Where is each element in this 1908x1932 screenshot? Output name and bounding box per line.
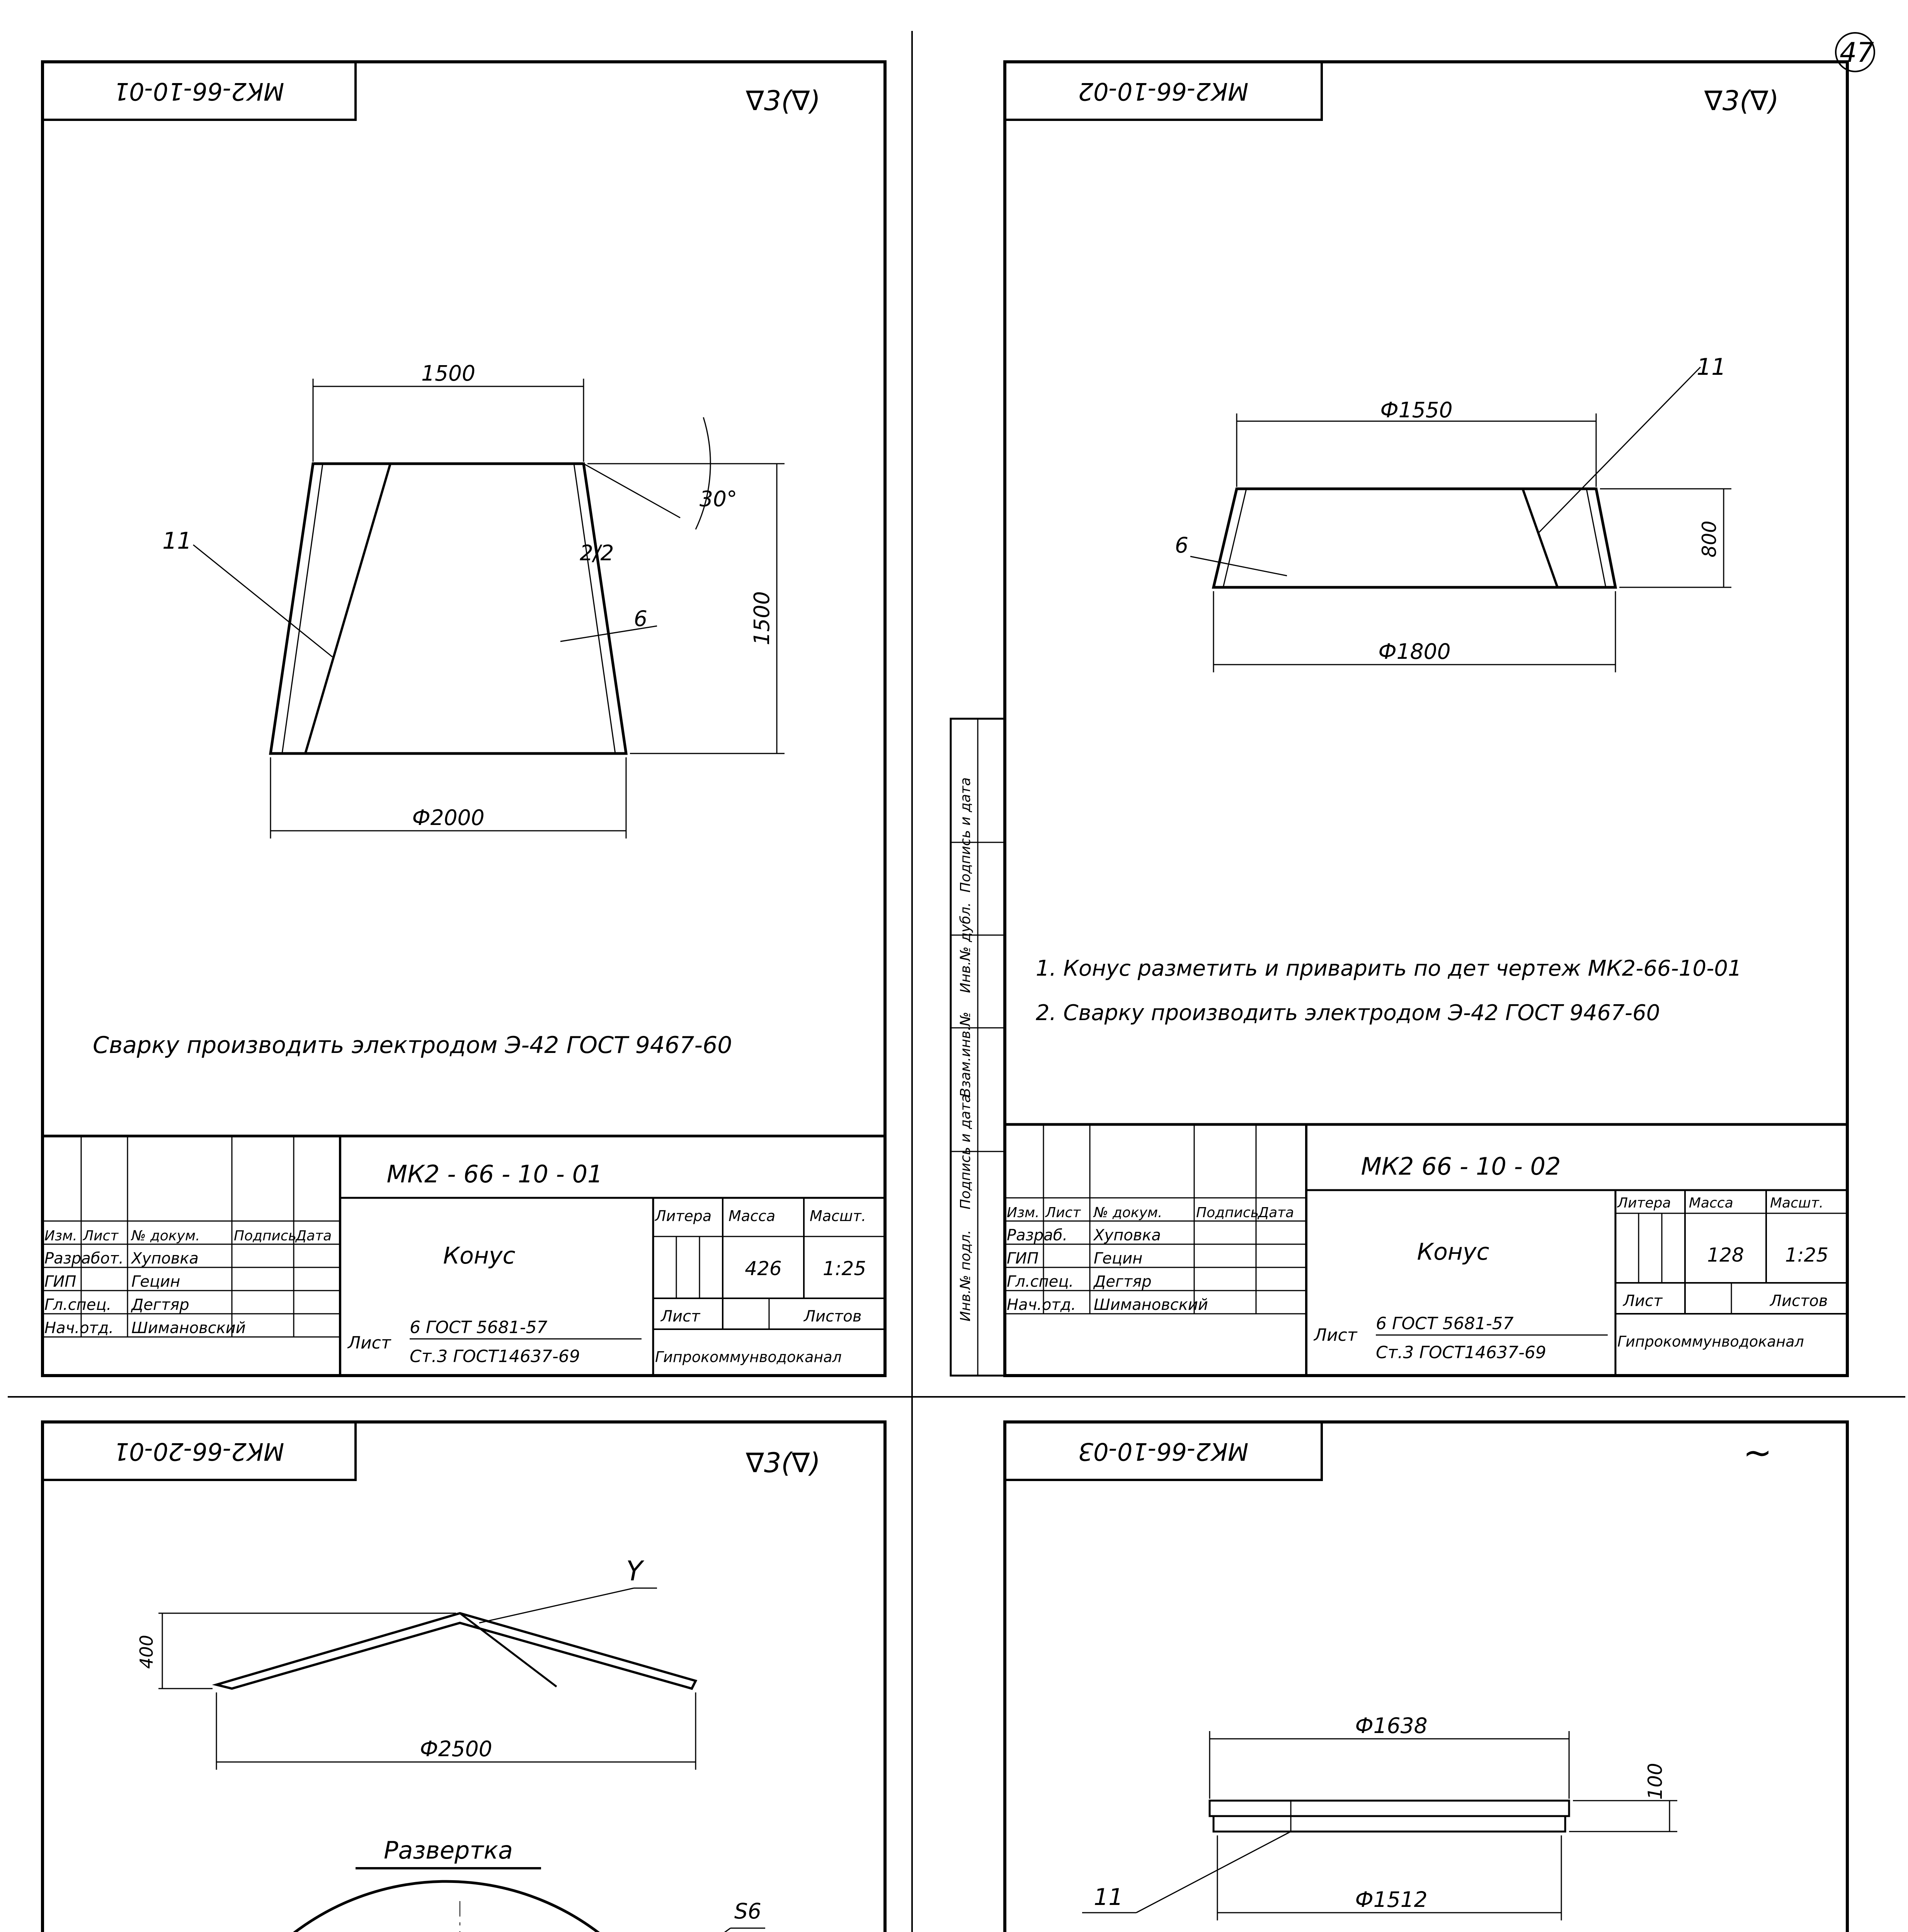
svg-text:Взам.инв.№: Взам.инв.№ xyxy=(958,1012,974,1097)
sheet-2-scale: 1:25 xyxy=(1785,1244,1829,1266)
sheet-4-corner-mark: ~ xyxy=(1743,1432,1772,1473)
svg-text:Лист: Лист xyxy=(1045,1205,1081,1221)
svg-text:Изм.: Изм. xyxy=(44,1228,77,1244)
svg-text:Масса: Масса xyxy=(1689,1195,1733,1211)
sheet-2 xyxy=(951,62,1847,1376)
svg-text:Лист: Лист xyxy=(83,1228,119,1244)
svg-text:Листов: Листов xyxy=(1770,1292,1828,1310)
svg-text:ГИП: ГИП xyxy=(1007,1250,1039,1267)
svg-text:Подпись: Подпись xyxy=(1196,1205,1259,1221)
svg-text:Изм.: Изм. xyxy=(1007,1205,1040,1221)
page-number: 47 xyxy=(1840,37,1874,68)
svg-text:Литера: Литера xyxy=(1617,1195,1671,1211)
sheet-4-ring-drawing xyxy=(1082,1713,1677,1920)
sheet-2-dim-top: Ф1550 xyxy=(1380,398,1453,422)
sheet-2-code-mirrored: МК2-66-10-02 xyxy=(1078,77,1249,105)
svg-text:Дегтяр: Дегтяр xyxy=(1094,1273,1152,1291)
sheet-2-cone-drawing xyxy=(1175,354,1731,672)
svg-text:Гецин: Гецин xyxy=(1094,1250,1143,1267)
svg-text:Гл.спец.: Гл.спец. xyxy=(1007,1273,1074,1291)
svg-text:Хуповка: Хуповка xyxy=(131,1250,199,1267)
sheet-3-disk-drawing xyxy=(136,1555,765,1932)
sheet-2-dim-height: 800 xyxy=(1698,520,1721,558)
svg-text:Подпись: Подпись xyxy=(234,1228,296,1244)
sheet-4-code-mirrored: МК2-66-10-03 xyxy=(1078,1437,1249,1466)
svg-text:Лист: Лист xyxy=(348,1333,391,1353)
svg-text:№ докум.: № докум. xyxy=(1094,1205,1163,1221)
sheet-1 xyxy=(43,62,885,1376)
sheet-1-mass: 426 xyxy=(745,1257,782,1280)
sheet-4-frame xyxy=(1005,1422,1847,1932)
sheet-1-code: МК2 - 66 - 10 - 01 xyxy=(386,1160,603,1188)
sheet-1-dim-height: 1500 xyxy=(749,591,774,645)
sheet-1-dim-angle: 30° xyxy=(700,486,737,511)
sheet-3-development-title: Развертка xyxy=(384,1836,513,1864)
svg-text:Лист: Лист xyxy=(1314,1325,1357,1345)
sheet-3-roughness: ∇3(∇) xyxy=(746,1447,820,1479)
svg-text:Литера: Литера xyxy=(655,1208,712,1225)
sheet-2-dim-bottom: Ф1800 xyxy=(1378,639,1451,664)
svg-text:Лист: Лист xyxy=(661,1308,700,1325)
svg-text:Ст.3 ГОСТ14637-69: Ст.3 ГОСТ14637-69 xyxy=(1376,1343,1546,1362)
sheet-3-code-mirrored: МК2-66-20-01 xyxy=(114,1437,284,1466)
svg-text:№ докум.: № докум. xyxy=(131,1228,200,1244)
sheet-1-dim-top: 1500 xyxy=(421,361,475,386)
svg-text:Листов: Листов xyxy=(804,1308,862,1325)
svg-text:Нач.отд.: Нач.отд. xyxy=(1007,1296,1076,1314)
svg-text:ГИП: ГИП xyxy=(44,1273,77,1291)
sheet-3-dim-height: 400 xyxy=(136,1635,157,1669)
sheet-1-leader-label: 11 xyxy=(162,527,192,554)
svg-text:Шимановский: Шимановский xyxy=(131,1319,246,1337)
sheet-2-title: Конус xyxy=(1417,1238,1489,1265)
svg-text:Разработ.: Разработ. xyxy=(44,1250,124,1267)
sheet-1-cone-drawing xyxy=(162,361,785,838)
sheet-2-note-1: 1. Конус разметить и приварить по дет чертеж МК2-66-10-01 xyxy=(1036,956,1742,981)
sheet-3-dim-diameter: Ф2500 xyxy=(420,1736,492,1761)
svg-text:Инв.№ дубл.: Инв.№ дубл. xyxy=(958,902,974,993)
svg-text:Ст.3 ГОСТ14637-69: Ст.3 ГОСТ14637-69 xyxy=(410,1347,580,1366)
svg-text:Дата: Дата xyxy=(296,1228,332,1244)
sheet-2-note-2: 2. Сварку производить электродом Э-42 ГОСТ 9467-60 xyxy=(1036,1000,1660,1026)
sheet-2-mass: 128 xyxy=(1707,1244,1744,1266)
sheet-1-roughness: ∇3(∇) xyxy=(746,85,820,117)
sheet-2-roughness: ∇3(∇) xyxy=(1704,85,1779,117)
sheet-4-leader-label: 11 xyxy=(1094,1884,1123,1911)
sheet-1-dim-thickness: 6 xyxy=(634,606,647,631)
sheet-1-scale: 1:25 xyxy=(822,1257,866,1280)
svg-text:Хуповка: Хуповка xyxy=(1094,1226,1161,1244)
svg-text:Дегтяр: Дегтяр xyxy=(131,1296,189,1314)
svg-text:Гипрокоммунводоканал: Гипрокоммунводоканал xyxy=(655,1349,842,1366)
svg-text:6 ГОСТ 5681-57: 6 ГОСТ 5681-57 xyxy=(1376,1314,1514,1333)
svg-text:Гл.спец.: Гл.спец. xyxy=(44,1296,112,1314)
svg-text:6 ГОСТ 5681-57: 6 ГОСТ 5681-57 xyxy=(410,1318,548,1337)
svg-text:Масшт.: Масшт. xyxy=(1770,1195,1824,1211)
svg-text:Нач.отд.: Нач.отд. xyxy=(44,1319,114,1337)
sheet-3-dev-thickness: S6 xyxy=(734,1899,761,1923)
sheet-4 xyxy=(951,1422,1847,1932)
svg-text:Шимановский: Шимановский xyxy=(1094,1296,1208,1314)
sheet-2-code: МК2 66 - 10 - 02 xyxy=(1361,1152,1561,1180)
sheet-1-code-mirrored: МК2-66-10-01 xyxy=(114,77,284,105)
sheet-4-dim-height: 100 xyxy=(1644,1763,1666,1800)
sheet-1-dim-bottom: Ф2000 xyxy=(412,805,485,830)
sheet-1-note: Сварку производить электродом Э-42 ГОСТ 9467-60 xyxy=(93,1032,732,1059)
sheet-3 xyxy=(43,1422,885,1932)
sheet-2-dim-thickness: 6 xyxy=(1175,533,1188,558)
sheet-4-dim-top: Ф1638 xyxy=(1355,1713,1428,1738)
sheet-2-leader-label: 11 xyxy=(1697,354,1726,381)
sheet-1-title-block xyxy=(43,1136,885,1376)
svg-text:Инв.№ подл.: Инв.№ подл. xyxy=(958,1230,974,1321)
sheet-3-leader-label: Y xyxy=(626,1555,643,1587)
sheet-1-title: Конус xyxy=(443,1242,516,1269)
svg-text:Масшт.: Масшт. xyxy=(810,1208,866,1225)
svg-text:Подпись и дата: Подпись и дата xyxy=(958,777,974,893)
svg-text:Гецин: Гецин xyxy=(131,1273,180,1291)
svg-text:Разраб.: Разраб. xyxy=(1007,1226,1068,1244)
sheet-2-title-block xyxy=(1005,1124,1847,1376)
svg-text:Гипрокоммунводоканал: Гипрокоммунводоканал xyxy=(1617,1333,1804,1350)
sheet-4-dim-bottom: Ф1512 xyxy=(1355,1887,1428,1912)
svg-text:2/2: 2/2 xyxy=(580,541,614,565)
svg-text:Лист: Лист xyxy=(1623,1292,1663,1310)
svg-text:Дата: Дата xyxy=(1258,1205,1294,1221)
svg-text:Масса: Масса xyxy=(728,1208,776,1225)
svg-text:Подпись и дата: Подпись и дата xyxy=(958,1094,974,1209)
